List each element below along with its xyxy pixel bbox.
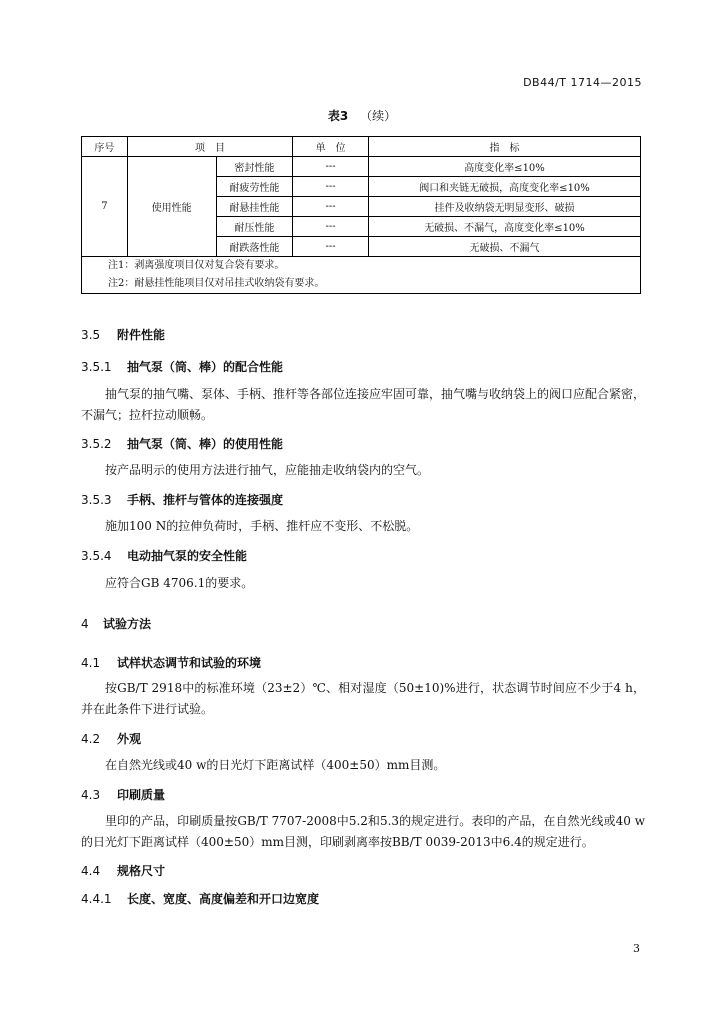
section-title: 电动抽气泵的安全性能 (127, 549, 248, 563)
item-cell: 密封性能 (216, 157, 293, 177)
table-title-label: 表3 (327, 109, 349, 123)
section-number: 4.4 (81, 864, 101, 878)
section-title: 附件性能 (117, 328, 166, 342)
section-4-2-text: 在自然光线或40 w的日光灯下距离试样（400±50）mm目测。 (105, 758, 446, 772)
section-title: 外观 (117, 732, 142, 746)
section-number: 3.5.4 (81, 549, 112, 563)
section-title: 印刷质量 (117, 788, 166, 802)
section-number: 4.4.1 (81, 892, 112, 906)
section-title: 试样状态调节和试验的环境 (117, 656, 262, 670)
section-3-5-2-text: 按产品明示的使用方法进行抽气，应能抽走收纳袋内的空气。 (105, 463, 430, 477)
item-cell: 耐悬挂性能 (216, 197, 293, 217)
section-title: 长度、宽度、高度偏差和开口边宽度 (127, 892, 320, 906)
section-number: 3.5 (81, 328, 101, 342)
section-4 (81, 615, 151, 632)
table-note: 注1：剥离强度项目仅对复合袋有要求。 (108, 260, 285, 271)
section-number: 3.5.3 (81, 493, 112, 507)
section-3-5-4 (81, 547, 247, 564)
section-title: 试验方法 (103, 617, 152, 631)
unit-cell: --- (293, 177, 369, 197)
section-number: 4.3 (81, 788, 101, 802)
unit-cell: --- (293, 217, 369, 237)
section-number: 3.5.1 (81, 360, 112, 374)
section-4-4 (81, 862, 165, 879)
unit-cell: --- (293, 237, 369, 257)
section-number: 4.2 (81, 732, 101, 746)
section-number: 3.5.2 (81, 437, 112, 451)
section-number: 4.1 (81, 656, 101, 670)
document-code: DB44/T 1714—2015 (523, 76, 642, 89)
header-spec: 指 标 (368, 137, 640, 157)
section-3-5 (81, 326, 165, 343)
spec-cell: 阀口和夹链无破损，高度变化率≤10% (368, 177, 640, 197)
section-4-3-text: 里印的产品，印刷质量按GB/T 7707-2008中5.2和5.3的规定进行。表印的产品，在自然光线或40 w的日光灯下距离试样（400±50）mm目测，印刷剥离率按BB/T 0039-2013中6.4的规定进行。 (81, 814, 645, 849)
item-cell: 耐跌落性能 (216, 237, 293, 257)
section-4-4-1 (81, 890, 319, 907)
section-title: 抽气泵（筒、棒）的配合性能 (127, 360, 284, 374)
section-3-5-4-text: 应符合GB 4706.1的要求。 (105, 576, 254, 590)
section-3-5-3 (81, 491, 283, 508)
spec-cell: 高度变化率≤10% (368, 157, 640, 177)
section-4-1-text: 按GB/T 2918中的标准环境（23±2）℃、相对湿度（50±10)%进行，状态调节时间应不少于4 h，并在此条件下进行试验。 (81, 681, 645, 716)
table-header-row (82, 137, 641, 157)
unit-cell: --- (293, 197, 369, 217)
header-number: 序号 (82, 137, 128, 157)
section-title: 手柄、推杆与管体的连接强度 (127, 493, 284, 507)
page-number: 3 (633, 942, 640, 955)
performance-table (81, 136, 641, 294)
group-name: 使用性能 (127, 157, 216, 257)
table-title (0, 107, 724, 124)
unit-cell: --- (293, 157, 369, 177)
group-number: 7 (82, 157, 128, 257)
table-row (82, 157, 641, 177)
item-cell: 耐压性能 (216, 217, 293, 237)
section-3-5-3-text: 施加100 N的拉伸负荷时，手柄、推杆应不变形、不松脱。 (105, 519, 419, 533)
header-unit: 单 位 (293, 137, 369, 157)
section-title: 规格尺寸 (117, 864, 166, 878)
spec-cell: 无破损、不漏气 (368, 237, 640, 257)
section-4-3 (81, 786, 165, 803)
section-title: 抽气泵（筒、棒）的使用性能 (127, 437, 284, 451)
header-item: 项 目 (127, 137, 292, 157)
section-3-5-1 (81, 358, 283, 375)
section-number: 4 (81, 617, 89, 631)
item-cell: 耐疲劳性能 (216, 177, 293, 197)
section-3-5-1-text: 抽气泵的抽气嘴、泵体、手柄、推杆等各部位连接应牢固可靠，抽气嘴与收纳袋上的阀口应配合紧密，不漏气；拉杆拉动顺畅。 (81, 387, 646, 422)
spec-cell: 无破损、不漏气，高度变化率≤10% (368, 217, 640, 237)
section-4-1 (81, 654, 261, 671)
notes-row (82, 257, 641, 294)
table-title-suffix: （续） (360, 109, 397, 123)
table-note: 注2：耐悬挂性能项目仅对吊挂式收纳袋有要求。 (108, 278, 325, 289)
spec-cell: 挂件及收纳袋无明显变形、破损 (368, 197, 640, 217)
section-4-2 (81, 730, 141, 747)
table-notes (82, 257, 641, 294)
section-3-5-2 (81, 435, 283, 452)
